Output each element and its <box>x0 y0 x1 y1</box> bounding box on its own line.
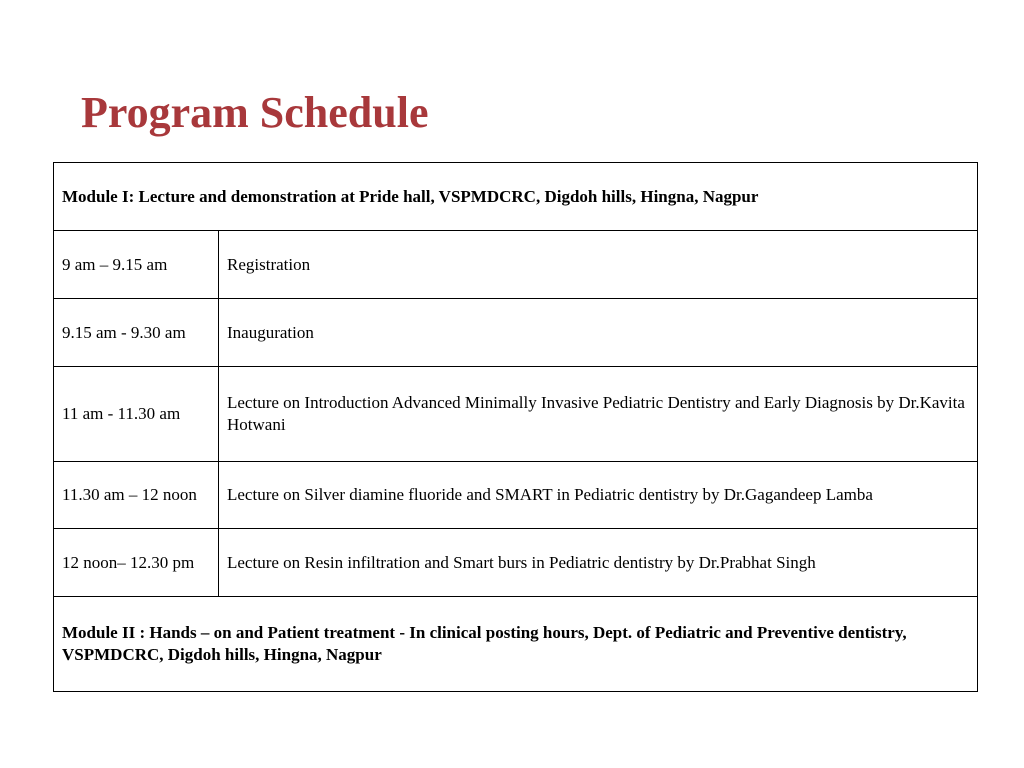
time-cell: 9 am – 9.15 am <box>54 231 219 299</box>
activity-cell: Lecture on Resin infiltration and Smart burs in Pediatric dentistry by Dr.Prabhat Singh <box>219 529 978 597</box>
schedule-table <box>53 162 978 692</box>
time-cell: 11.30 am – 12 noon <box>54 462 219 529</box>
activity-cell: Lecture on Introduction Advanced Minimally Invasive Pediatric Dentistry and Early Diagnosis by Dr.Kavita Hotwani <box>219 367 978 462</box>
activity-cell: Registration <box>219 231 978 299</box>
time-cell: 12 noon– 12.30 pm <box>54 529 219 597</box>
table-row <box>54 529 978 597</box>
activity-cell: Inauguration <box>219 299 978 367</box>
time-cell: 9.15 am - 9.30 am <box>54 299 219 367</box>
module-1-heading: Module I: Lecture and demonstration at Pride hall, VSPMDCRC, Digdoh hills, Hingna, Nagpur <box>54 163 978 231</box>
table-row <box>54 299 978 367</box>
table-row <box>54 231 978 299</box>
module-2-heading: Module II : Hands – on and Patient treatment - In clinical posting hours, Dept. of Pediatric and Preventive dentistry, VSPMDCRC, Digdoh hills, Hingna, Nagpur <box>54 597 978 692</box>
module-1-row <box>54 163 978 231</box>
activity-cell: Lecture on Silver diamine fluoride and SMART in Pediatric dentistry by Dr.Gagandeep Lamba <box>219 462 978 529</box>
page-title: Program Schedule <box>81 88 429 137</box>
module-2-row <box>54 597 978 692</box>
time-cell: 11 am - 11.30 am <box>54 367 219 462</box>
table-row <box>54 462 978 529</box>
table-row <box>54 367 978 462</box>
